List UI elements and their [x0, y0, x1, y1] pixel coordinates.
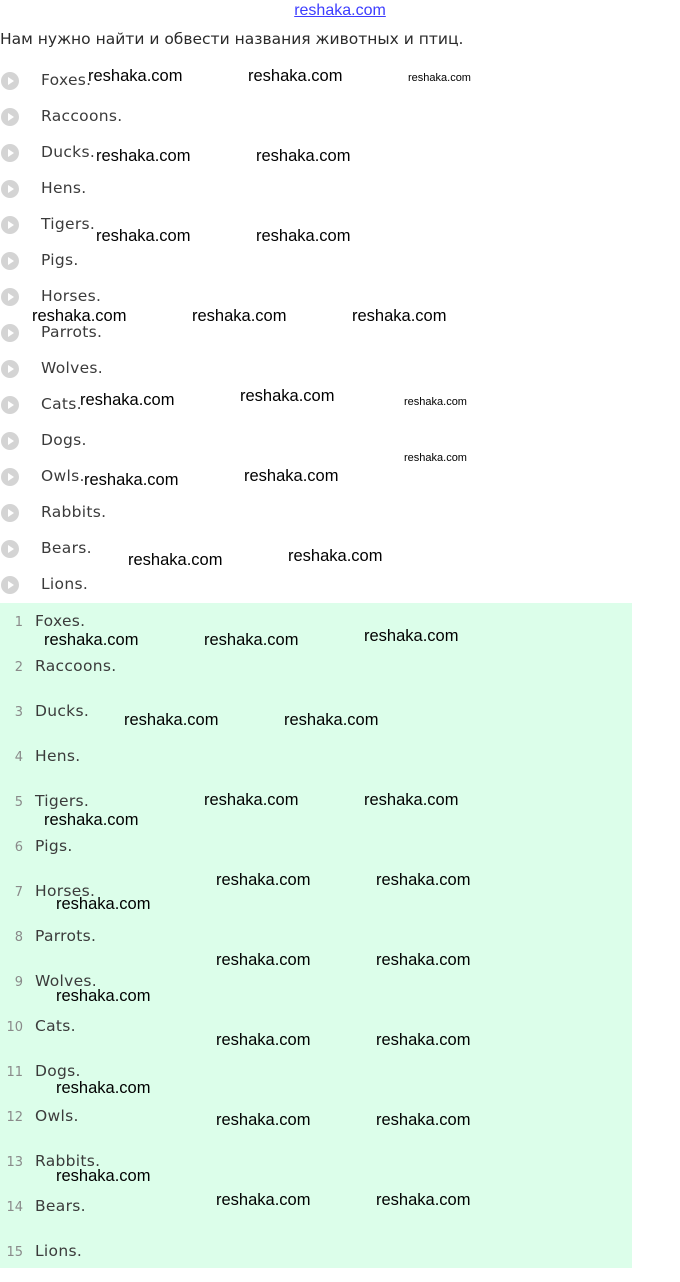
answer-word: Rabbits. — [35, 1152, 101, 1170]
audio-item[interactable] — [0, 466, 480, 502]
watermark: reshaka.com — [288, 547, 383, 565]
watermark: reshaka.com — [244, 467, 339, 485]
watermark: reshaka.com — [80, 391, 175, 409]
watermark: reshaka.com — [44, 811, 139, 829]
watermark: reshaka.com — [192, 307, 287, 325]
answer-number: 8 — [14, 930, 23, 945]
watermark: reshaka.com — [216, 951, 311, 969]
audio-word: Tigers. — [41, 215, 96, 233]
play-icon[interactable] — [1, 324, 19, 342]
audio-item[interactable] — [0, 250, 480, 286]
watermark: reshaka.com — [128, 551, 223, 569]
answer-number: 2 — [14, 660, 23, 675]
watermark: reshaka.com — [376, 1031, 471, 1049]
answer-word: Cats. — [35, 1017, 76, 1035]
audio-item[interactable] — [0, 214, 480, 250]
answer-number: 11 — [6, 1065, 23, 1080]
audio-word: Wolves. — [41, 359, 104, 377]
watermark: reshaka.com — [44, 631, 139, 649]
watermark: reshaka.com — [376, 1191, 471, 1209]
watermark: reshaka.com — [364, 627, 459, 645]
answer-number: 13 — [6, 1155, 23, 1170]
play-icon[interactable] — [1, 432, 19, 450]
play-icon[interactable] — [1, 108, 19, 126]
answer-row — [0, 1242, 600, 1282]
answer-word: Owls. — [35, 1107, 79, 1125]
answer-word: Raccoons. — [35, 657, 117, 675]
answer-number: 7 — [14, 885, 23, 900]
watermark: reshaka.com — [204, 631, 299, 649]
answer-word: Ducks. — [35, 702, 90, 720]
play-icon[interactable] — [1, 540, 19, 558]
audio-item[interactable] — [0, 538, 480, 574]
watermark: reshaka.com — [376, 1111, 471, 1129]
answer-word: Bears. — [35, 1197, 86, 1215]
watermark: reshaka.com — [404, 452, 467, 464]
play-icon[interactable] — [1, 252, 19, 270]
answer-word: Wolves. — [35, 972, 98, 990]
answer-word: Parrots. — [35, 927, 97, 945]
watermark: reshaka.com — [84, 471, 179, 489]
watermark: reshaka.com — [216, 1031, 311, 1049]
audio-word: Hens. — [41, 179, 87, 197]
play-icon[interactable] — [1, 360, 19, 378]
answer-number: 12 — [6, 1110, 23, 1125]
play-icon[interactable] — [1, 396, 19, 414]
answer-word: Tigers. — [35, 792, 90, 810]
watermark: reshaka.com — [248, 67, 343, 85]
watermark: reshaka.com — [376, 871, 471, 889]
watermark: reshaka.com — [96, 147, 191, 165]
answer-number: 15 — [6, 1245, 23, 1260]
audio-word: Horses. — [41, 287, 102, 305]
audio-word: Rabbits. — [41, 503, 107, 521]
play-icon[interactable] — [1, 216, 19, 234]
watermark: reshaka.com — [352, 307, 447, 325]
watermark: reshaka.com — [240, 387, 335, 405]
watermark: reshaka.com — [96, 227, 191, 245]
audio-word: Pigs. — [41, 251, 79, 269]
answer-word: Horses. — [35, 882, 96, 900]
audio-word: Raccoons. — [41, 107, 123, 125]
answer-word: Pigs. — [35, 837, 73, 855]
watermark: reshaka.com — [364, 791, 459, 809]
audio-word: Lions. — [41, 575, 89, 593]
watermark: reshaka.com — [204, 791, 299, 809]
watermark: reshaka.com — [124, 711, 219, 729]
answer-number: 6 — [14, 840, 23, 855]
watermark: reshaka.com — [56, 1079, 151, 1097]
watermark: reshaka.com — [32, 307, 127, 325]
audio-word: Parrots. — [41, 323, 103, 341]
answer-word: Foxes. — [35, 612, 86, 630]
audio-item[interactable] — [0, 178, 480, 214]
answer-word: Dogs. — [35, 1062, 81, 1080]
watermark: reshaka.com — [216, 1111, 311, 1129]
watermark: reshaka.com — [256, 147, 351, 165]
task-text: Нам нужно найти и обвести названия животных и птиц. — [0, 30, 464, 48]
watermark: reshaka.com — [376, 951, 471, 969]
audio-item[interactable] — [0, 502, 480, 538]
audio-item[interactable] — [0, 142, 480, 178]
audio-item[interactable] — [0, 106, 480, 142]
site-link[interactable]: reshaka.com — [294, 2, 386, 19]
audio-item[interactable] — [0, 322, 480, 358]
play-icon[interactable] — [1, 288, 19, 306]
watermark: reshaka.com — [216, 871, 311, 889]
watermark: reshaka.com — [56, 895, 151, 913]
audio-word: Bears. — [41, 539, 92, 557]
audio-word: Foxes. — [41, 71, 92, 89]
watermark: reshaka.com — [88, 67, 183, 85]
watermark: reshaka.com — [56, 987, 151, 1005]
answer-word: Hens. — [35, 747, 81, 765]
watermark: reshaka.com — [408, 72, 471, 84]
watermark: reshaka.com — [404, 396, 467, 408]
watermark: reshaka.com — [216, 1191, 311, 1209]
play-icon[interactable] — [1, 180, 19, 198]
audio-word: Ducks. — [41, 143, 96, 161]
audio-word: Cats. — [41, 395, 82, 413]
answer-number: 14 — [6, 1200, 23, 1215]
answer-row — [0, 747, 600, 787]
watermark: reshaka.com — [284, 711, 379, 729]
answer-number: 1 — [14, 615, 23, 630]
play-icon[interactable] — [1, 72, 19, 90]
play-icon[interactable] — [1, 504, 19, 522]
answer-number: 9 — [14, 975, 23, 990]
audio-word: Dogs. — [41, 431, 87, 449]
answer-number: 3 — [14, 705, 23, 720]
answer-number: 4 — [14, 750, 23, 765]
answer-number: 5 — [14, 795, 23, 810]
play-icon[interactable] — [1, 576, 19, 594]
watermark: reshaka.com — [56, 1167, 151, 1185]
answer-row — [0, 657, 600, 697]
audio-word: Owls. — [41, 467, 85, 485]
play-icon[interactable] — [1, 144, 19, 162]
watermark: reshaka.com — [256, 227, 351, 245]
answer-number: 10 — [6, 1020, 23, 1035]
answer-word: Lions. — [35, 1242, 83, 1260]
play-icon[interactable] — [1, 468, 19, 486]
